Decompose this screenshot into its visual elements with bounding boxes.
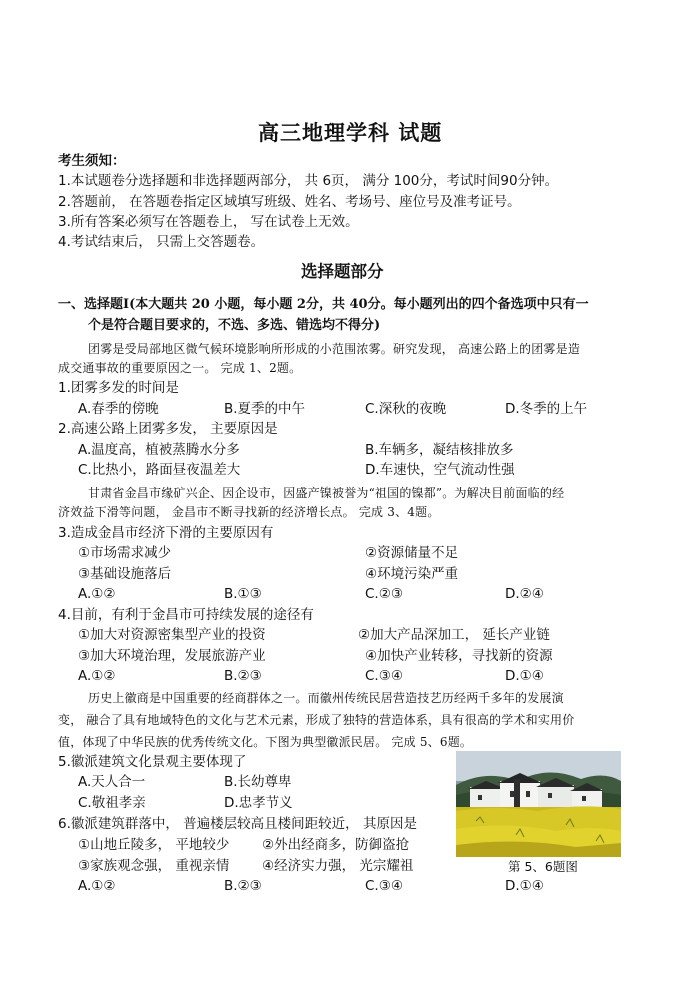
part-instruction-line-1: 一、选择题Ⅰ(本大题共 20 小题，每小题 2分，共 40分。每小题列出的四个备选项中只有一 — [58, 297, 589, 312]
material-2-line-2: 济效益下滑等问题， 金昌市不断寻找新的经济增长点。 完成 3、4题。 — [58, 505, 440, 519]
material-3-line-3: 值，体现了中华民族的优秀传统文化。下图为典型徽派民居。 完成 5、6题。 — [58, 735, 473, 749]
q5-option-b: B.长幼尊卑 — [224, 774, 292, 790]
q6-option-c: C.③④ — [365, 878, 403, 894]
notice-item-2: 2.答题前， 在答题卷指定区域填写班级、姓名、考场号、座位号及准考证号。 — [58, 194, 521, 210]
material-1-line-2: 成交通事故的重要原因之一。 完成 1、2题。 — [58, 361, 302, 375]
q4-option-a: A.①② — [78, 668, 116, 684]
q5-option-c: C.敬祖孝亲 — [78, 795, 146, 811]
q5-option-a: A.天人合一 — [78, 774, 146, 790]
question-1-stem: 1.团雾多发的时间是 — [58, 380, 179, 396]
q4-option-c: C.③④ — [365, 668, 403, 684]
material-2-line-1: 甘肃省金昌市缘矿兴企、因企设市，因盛产镍被誉为“祖国的镍都”。为解决目前面临的经 — [88, 486, 565, 500]
q4-statement-1: ①加大对资源密集型产业的投资 — [78, 627, 266, 643]
question-3-stem: 3.造成金昌市经济下滑的主要原因有 — [58, 525, 274, 541]
q6-option-a: A.①② — [78, 878, 116, 894]
material-1-line-1: 团雾是受局部地区微气候环境影响所形成的小范围浓雾。研究发现， 高速公路上的团雾是造 — [88, 342, 581, 356]
huizhou-dwellings-photo — [456, 751, 621, 857]
q2-option-d: D.车速快，空气流动性强 — [365, 462, 515, 478]
q2-option-b: B.车辆多，凝结核排放多 — [365, 442, 514, 458]
q6-statement-3: ③家族观念强， 重视亲情 — [78, 858, 230, 874]
q1-option-d: D.冬季的上午 — [505, 401, 588, 417]
material-3-line-2: 变， 融合了具有地域特色的文化与艺术元素，形成了独特的营造体系，具有很高的学术和实用价 — [58, 713, 575, 727]
q2-option-a: A.温度高，植被蒸腾水分多 — [78, 442, 240, 458]
page-title: 高三地理学科 试题 — [258, 120, 443, 145]
question-5-stem: 5.徽派建筑文化景观主要体现了 — [58, 754, 247, 770]
part-instruction-line-2: 个是符合题目要求的，不选、多选、错选均不得分) — [88, 318, 381, 333]
q3-option-a: A.①② — [78, 586, 116, 602]
figure-caption: 第 5、6题图 — [508, 859, 578, 874]
q5-option-d: D.忠孝节义 — [224, 795, 293, 811]
q6-statement-4: ④经济实力强， 光宗耀祖 — [262, 858, 414, 874]
notice-item-1: 1.本试题卷分选择题和非选择题两部分， 共 6页， 满分 100分，考试时间90分钟。 — [58, 173, 559, 189]
question-2-stem: 2.高速公路上团雾多发， 主要原因是 — [58, 421, 278, 437]
q3-option-d: D.②④ — [505, 586, 544, 602]
q3-statement-3: ③基础设施落后 — [78, 566, 172, 582]
notice-item-3: 3.所有答案必须写在答题卷上， 写在试卷上无效。 — [58, 214, 359, 230]
q6-statement-2: ②外出经商多，防御盗抢 — [262, 837, 410, 853]
q3-statement-4: ④环境污染严重 — [365, 566, 459, 582]
notice-item-4: 4.考试结束后， 只需上交答题卷。 — [58, 234, 265, 250]
q4-statement-2: ②加大产品深加工， 延长产业链 — [358, 627, 550, 643]
q1-option-a: A.春季的傍晚 — [78, 401, 159, 417]
q4-option-b: B.②③ — [224, 668, 262, 684]
q6-option-b: B.②③ — [224, 878, 262, 894]
q3-option-c: C.②③ — [365, 586, 403, 602]
q3-statement-2: ②资源储量不足 — [365, 545, 459, 561]
question-6-stem: 6.徽派建筑群落中， 普遍楼层较高且楼间距较近， 其原因是 — [58, 816, 417, 832]
q6-statement-1: ①山地丘陵多， 平地较少 — [78, 837, 230, 853]
q6-option-d: D.①④ — [505, 878, 544, 894]
q4-statement-3: ③加大环境治理，发展旅游产业 — [78, 648, 266, 664]
q1-option-c: C.深秋的夜晚 — [365, 401, 447, 417]
material-3-line-1: 历史上徽商是中国重要的经商群体之一。而徽州传统民居营造技艺历经两千多年的发展演 — [88, 691, 564, 705]
q1-option-b: B.夏季的中午 — [224, 401, 306, 417]
section-title: 选择题部分 — [301, 262, 384, 281]
question-4-stem: 4.目前，有利于金昌市可持续发展的途径有 — [58, 607, 314, 623]
q4-option-d: D.①④ — [505, 668, 544, 684]
q3-option-b: B.①③ — [224, 586, 262, 602]
notice-heading: 考生须知： — [58, 153, 126, 169]
q4-statement-4: ④加快产业转移，寻找新的资源 — [365, 648, 553, 664]
q2-option-c: C.比热小，路面昼夜温差大 — [78, 462, 241, 478]
q3-statement-1: ①市场需求减少 — [78, 545, 172, 561]
